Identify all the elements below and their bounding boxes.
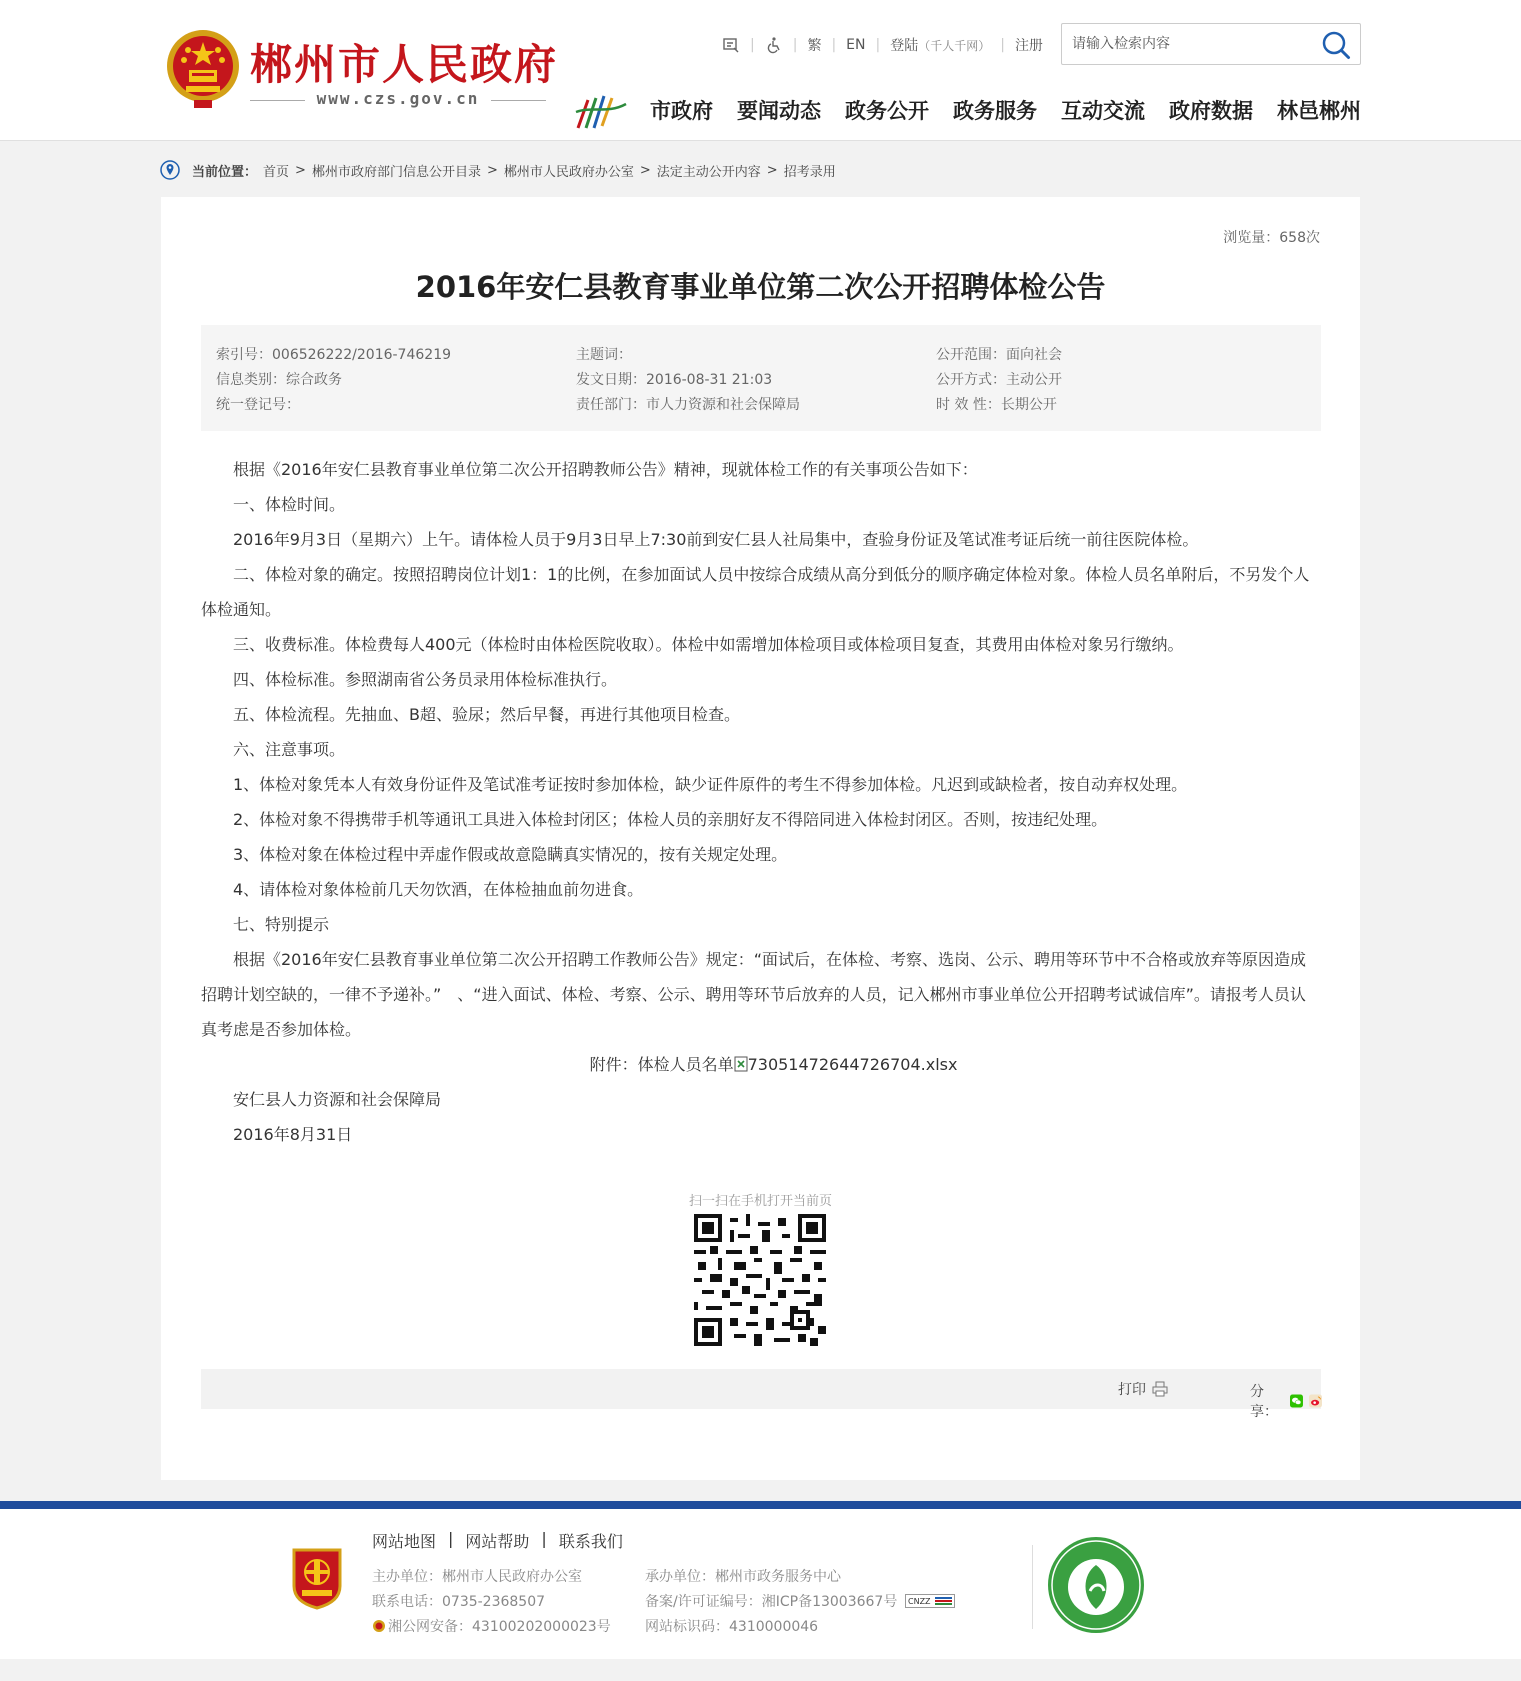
- meta-validity: 时 效 性：长期公开: [936, 397, 1057, 413]
- wheelchair-icon[interactable]: [765, 36, 783, 54]
- breadcrumb-separator: >: [766, 162, 778, 178]
- meta-column: [576, 343, 800, 418]
- breadcrumb-content[interactable]: 法定主动公开内容: [656, 164, 761, 180]
- print-button[interactable]: [1118, 1379, 1168, 1399]
- footer-link-contact[interactable]: 联系我们: [558, 1532, 623, 1551]
- footer-organizer: 承办单位：郴州市政务服务中心: [645, 1569, 841, 1585]
- site-footer: [0, 1509, 1521, 1659]
- breadcrumb-directory[interactable]: 郴州市政府部门信息公开目录: [311, 164, 481, 180]
- excel-file-icon[interactable]: [734, 1056, 748, 1072]
- meta-method: 公开方式：主动公开: [936, 372, 1062, 388]
- nav-item-services[interactable]: 政务服务: [953, 99, 1037, 123]
- paragraph: 根据《2016年安仁县教育事业单位第二次公开招聘教师公告》精神，现就体检工作的有关事项公告如下：: [233, 460, 978, 479]
- paragraph: 一、体检时间。: [233, 495, 346, 514]
- meta-column: [936, 343, 1062, 418]
- breadcrumb-separator: >: [486, 162, 498, 178]
- national-emblem-icon[interactable]: [164, 26, 242, 112]
- attachment-label: 附件：体检人员名单: [589, 1055, 734, 1074]
- footer-info-column: [372, 1565, 611, 1640]
- meta-department: 责任部门：市人力资源和社会保障局: [576, 397, 800, 413]
- footer-police-record-text: 湘公网安备：43100202000023号: [388, 1619, 611, 1635]
- breadcrumb-home[interactable]: 首页: [263, 164, 290, 180]
- footer-police-record[interactable]: [372, 1615, 611, 1640]
- paragraph: 2、体检对象不得携带手机等通讯工具进入体检封闭区；体检人员的亲朋好友不得陪同进入体检封闭区。否则，按违纪处理。: [233, 810, 1108, 829]
- nav-item-interaction[interactable]: 互动交流: [1061, 99, 1145, 123]
- meta-column: [216, 343, 451, 418]
- nav-item-news[interactable]: 要闻动态: [737, 99, 821, 123]
- cnzz-icon[interactable]: [905, 1594, 955, 1608]
- signature-organization: 安仁县人力资源和社会保障局: [233, 1090, 442, 1109]
- breadcrumb-office[interactable]: 郴州市人民政府办公室: [503, 164, 634, 180]
- main-nav: [650, 95, 1361, 125]
- paragraph: 3、体检对象在体检过程中弄虚作假或故意隐瞒真实情况的，按有关规定处理。: [233, 845, 788, 864]
- footer-link-help[interactable]: 网站帮助: [465, 1532, 530, 1551]
- paragraph: 1、体检对象凭本人有效身份证件及笔试准考证按时参加体检，缺少证件原件的考生不得参加体检。凡迟到或缺检者，按自动弃权处理。: [233, 775, 1188, 794]
- separator: |: [541, 1529, 547, 1548]
- qr-caption: 扫一扫在手机打开当前页: [688, 1194, 832, 1209]
- meta-category: 信息类别：综合政务: [216, 372, 342, 388]
- footer-link-sitemap[interactable]: 网站地图: [372, 1532, 437, 1551]
- attachment: [201, 1047, 1321, 1082]
- site-url: www.czs.gov.cn: [250, 89, 546, 108]
- footer-sponsor: 主办单位：郴州市人民政府办公室: [372, 1569, 582, 1585]
- search-box: [1061, 23, 1361, 65]
- breadcrumb-recruitment[interactable]: 招考录用: [783, 164, 836, 180]
- police-badge-icon: [372, 1619, 386, 1633]
- chenzhou-logo-icon: [574, 92, 628, 132]
- separator: |: [750, 37, 755, 53]
- site-header: [0, 0, 1521, 141]
- top-links: [722, 34, 1043, 56]
- article-meta: [201, 325, 1321, 431]
- svg-text:CNZZ: CNZZ: [908, 1597, 931, 1606]
- qr-code-icon: [694, 1214, 826, 1346]
- footer-icp-text[interactable]: 备案/许可证编号：湘ICP备13003667号: [645, 1594, 898, 1610]
- search-icon[interactable]: [1320, 29, 1352, 61]
- paragraph: 二、体检对象的确定。按照招聘岗位计划1：1的比例，在参加面试人员中按综合成绩从高分到低分的顺序确定体检对象。体检人员名单附后，不另发个人体检通知。: [201, 565, 1310, 619]
- meta-index-number: 索引号：006526222/2016-746219: [216, 347, 452, 363]
- share-label: 分享：: [1250, 1384, 1278, 1420]
- footer-divider: [0, 1501, 1521, 1509]
- meta-scope: 公开范围：面向社会: [936, 347, 1062, 363]
- article-body: [201, 452, 1321, 1152]
- english-link[interactable]: EN: [846, 37, 866, 53]
- print-label: 打印: [1118, 1382, 1146, 1398]
- separator: |: [448, 1529, 454, 1548]
- separator: |: [792, 37, 798, 53]
- paragraph: 三、收费标准。体检费每人400元（体检时由体检医院收取）。体检中如需增加体检项目或体检项目复查，其费用由体检对象另行缴纳。: [233, 635, 1184, 654]
- register-link[interactable]: 注册: [1014, 38, 1043, 54]
- printer-icon[interactable]: [1152, 1381, 1168, 1397]
- article-toolbar: [201, 1369, 1321, 1420]
- footer-info-column: [645, 1565, 955, 1640]
- meta-publish-date: 发文日期：2016-08-31 21:03: [576, 372, 773, 388]
- footer-links: [372, 1529, 623, 1552]
- footer-site-id: 网站标识码：4310000046: [645, 1619, 819, 1635]
- breadcrumb-label: 当前位置：: [192, 164, 258, 180]
- breadcrumb-separator: >: [295, 162, 306, 178]
- party-government-badge-icon[interactable]: [290, 1546, 344, 1610]
- attachment-link[interactable]: 73051472644726704.xlsx: [747, 1055, 958, 1074]
- paragraph: 4、请体检对象体检前几天勿饮酒，在体检抽血前勿进食。: [233, 880, 644, 899]
- nav-item-public-affairs[interactable]: 政务公开: [845, 99, 929, 123]
- footer-phone: 联系电话：0735-2368507: [372, 1594, 546, 1610]
- search-input[interactable]: [1072, 33, 1312, 55]
- signature-date: 2016年8月31日: [233, 1125, 353, 1144]
- paragraph: 六、注意事项。: [233, 740, 346, 759]
- nav-item-linyi-chenzhou[interactable]: 林邑郴州: [1277, 99, 1361, 123]
- paragraph: 七、特别提示: [233, 915, 330, 934]
- view-count: 浏览量：658次: [1223, 230, 1320, 246]
- share-bar: [1250, 1381, 1322, 1421]
- breadcrumb-separator: >: [639, 162, 651, 178]
- breadcrumb: [160, 159, 836, 181]
- separator: |: [875, 37, 881, 53]
- meta-registration-number: 统一登记号：: [216, 397, 300, 413]
- weibo-icon[interactable]: [1309, 1393, 1322, 1409]
- separator: |: [1000, 37, 1005, 53]
- article-card: [161, 197, 1360, 1480]
- nav-item-data[interactable]: 政府数据: [1169, 99, 1253, 123]
- meta-keywords: 主题词：: [576, 347, 632, 363]
- paragraph: 四、体检标准。参照湖南省公务员录用体检标准执行。: [233, 670, 618, 689]
- footer-vertical-divider: [1032, 1545, 1033, 1629]
- paragraph: 五、体检流程。先抽血、B超、验尿；然后早餐，再进行其他项目检查。: [233, 705, 740, 724]
- site-name[interactable]: 郴州市人民政府: [250, 40, 559, 89]
- separator: |: [831, 37, 837, 53]
- login-link[interactable]: 登陆: [890, 38, 919, 54]
- nav-item-city-government[interactable]: 市政府: [650, 99, 713, 123]
- accessibility-icon[interactable]: [722, 36, 740, 54]
- footer-icp: [645, 1590, 955, 1615]
- wechat-icon[interactable]: [1290, 1393, 1303, 1409]
- paragraph: 根据《2016年安仁县教育事业单位第二次公开招聘工作教师公告》规定：“面试后，在体检、考察、选岗、公示、聘用等环节中不合格或放弃等原因造成招聘计划空缺的，一律不予递补。” 、“进入面试、体检、考察、公示、聘用等环节后放弃的人员，记入郴州市事业单位公开招聘考试诚信库”。请报考人员认真考虑是否参加体检。: [201, 950, 1307, 1039]
- article-title: 2016年安仁县教育事业单位第二次公开招聘体检公告: [415, 270, 1106, 304]
- civilization-badge-icon[interactable]: [1046, 1535, 1146, 1635]
- paragraph: 2016年9月3日（星期六）上午。请体检人员于9月3日早上7:30前到安仁县人社局集中，查验身份证及笔试准考证后统一前往医院体检。: [233, 530, 1199, 549]
- location-pin-icon: [160, 160, 180, 180]
- traditional-link[interactable]: 繁: [807, 38, 822, 54]
- login-note: （千人千网）: [918, 38, 991, 53]
